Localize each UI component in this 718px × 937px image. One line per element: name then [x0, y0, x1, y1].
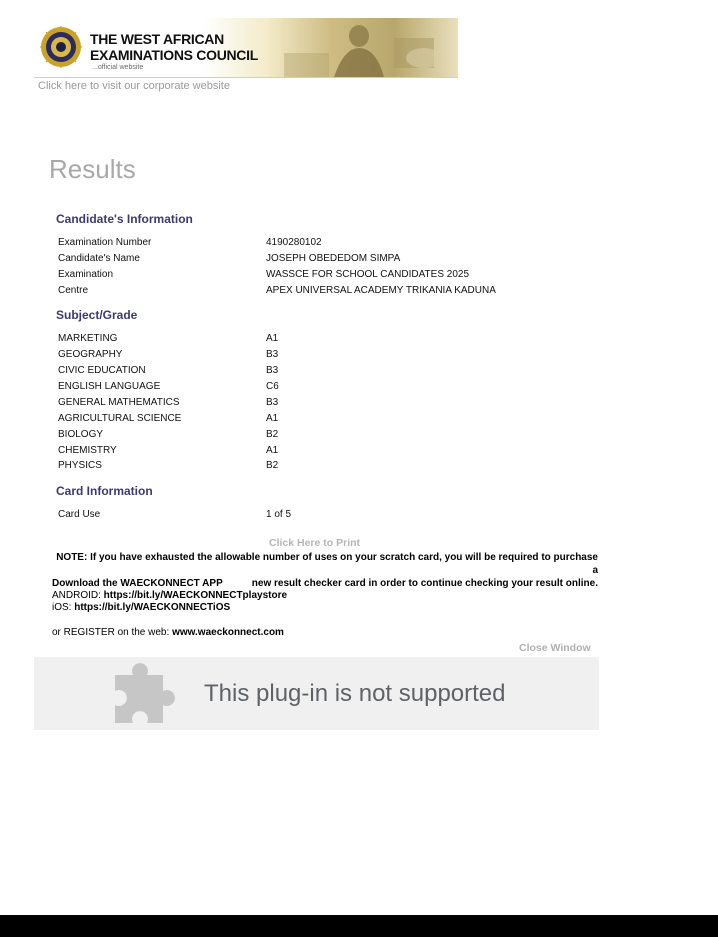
waec-banner[interactable]	[34, 18, 458, 78]
ios-line	[52, 602, 230, 614]
waec-seal-logo	[40, 26, 82, 68]
subject-name: CHEMISTRY	[58, 445, 117, 456]
row-value: JOSEPH OBEDEDOM SIMPA	[266, 253, 401, 264]
subject-grade: B3	[266, 365, 279, 376]
close-window-link[interactable]: Close Window	[519, 642, 591, 654]
row-label: Candidate's Name	[58, 253, 140, 264]
subject-grade: B2	[266, 460, 279, 471]
subject-grade: C6	[266, 381, 279, 392]
org-name-line2: EXAMINATIONS COUNCIL	[90, 47, 258, 63]
row-value: 4190280102	[266, 237, 322, 248]
row-value: WASSCE FOR SCHOOL CANDIDATES 2025	[266, 269, 470, 280]
org-name-line1: THE WEST AFRICAN	[90, 31, 224, 47]
subject-name: MARKETING	[58, 333, 118, 344]
org-tagline: ...official website	[92, 64, 144, 71]
subject-grade: A1	[266, 445, 279, 456]
card-info-heading: Card Information	[56, 484, 153, 498]
print-link[interactable]: Click Here to Print	[269, 537, 361, 549]
row-label: Examination	[58, 269, 114, 280]
plugin-unsupported-box	[34, 657, 599, 730]
subject-grade: B2	[266, 429, 279, 440]
row-label: Card Use	[58, 509, 101, 520]
app-heading	[52, 578, 223, 590]
row-label: Centre	[58, 285, 89, 296]
puzzle-piece-icon	[113, 661, 179, 727]
subject-name: BIOLOGY	[58, 429, 104, 440]
note-line1: NOTE: If you have exhausted the allowable number of uses on your scratch card, you will be required to purchase a	[56, 552, 598, 576]
subject-name: ENGLISH LANGUAGE	[58, 381, 161, 392]
android-line	[52, 590, 287, 602]
note-line2: new result checker card in order to continue checking your result online.	[251, 578, 598, 589]
app-heading-text: Download the WAECKONNECT APP	[52, 578, 223, 589]
plugin-message: This plug-in is not supported	[204, 680, 506, 707]
register-label: or REGISTER on the web:	[52, 627, 173, 638]
subject-grade: A1	[266, 413, 279, 424]
subject-grade: B3	[266, 397, 279, 408]
banner-photo	[264, 18, 458, 77]
subject-grade-heading: Subject/Grade	[56, 308, 138, 322]
android-label: ANDROID:	[52, 590, 104, 601]
subject-name: PHYSICS	[58, 460, 102, 471]
subject-name: GEOGRAPHY	[58, 349, 123, 360]
subject-name: GENERAL MATHEMATICS	[58, 397, 180, 408]
register-link[interactable]: www.waeckonnect.com	[172, 627, 284, 638]
register-line	[52, 627, 284, 639]
subject-name: AGRICULTURAL SCIENCE	[58, 413, 182, 424]
ios-label: iOS:	[52, 602, 75, 613]
row-value: 1 of 5	[266, 509, 292, 520]
row-label: Examination Number	[58, 237, 152, 248]
subject-grade: A1	[266, 333, 279, 344]
subject-name: CIVIC EDUCATION	[58, 365, 146, 376]
bottom-bar	[0, 915, 718, 937]
page-title: Results	[49, 154, 136, 184]
subject-grade: B3	[266, 349, 279, 360]
candidate-info-heading: Candidate's Information	[56, 212, 193, 226]
ios-link[interactable]: https://bit.ly/WAECKONNECTiOS	[74, 602, 231, 613]
row-value: APEX UNIVERSAL ACADEMY TRIKANIA KADUNA	[266, 285, 496, 296]
android-link[interactable]: https://bit.ly/WAECKONNECTplaystore	[103, 590, 288, 601]
corporate-website-link[interactable]: Click here to visit our corporate website	[38, 80, 230, 92]
